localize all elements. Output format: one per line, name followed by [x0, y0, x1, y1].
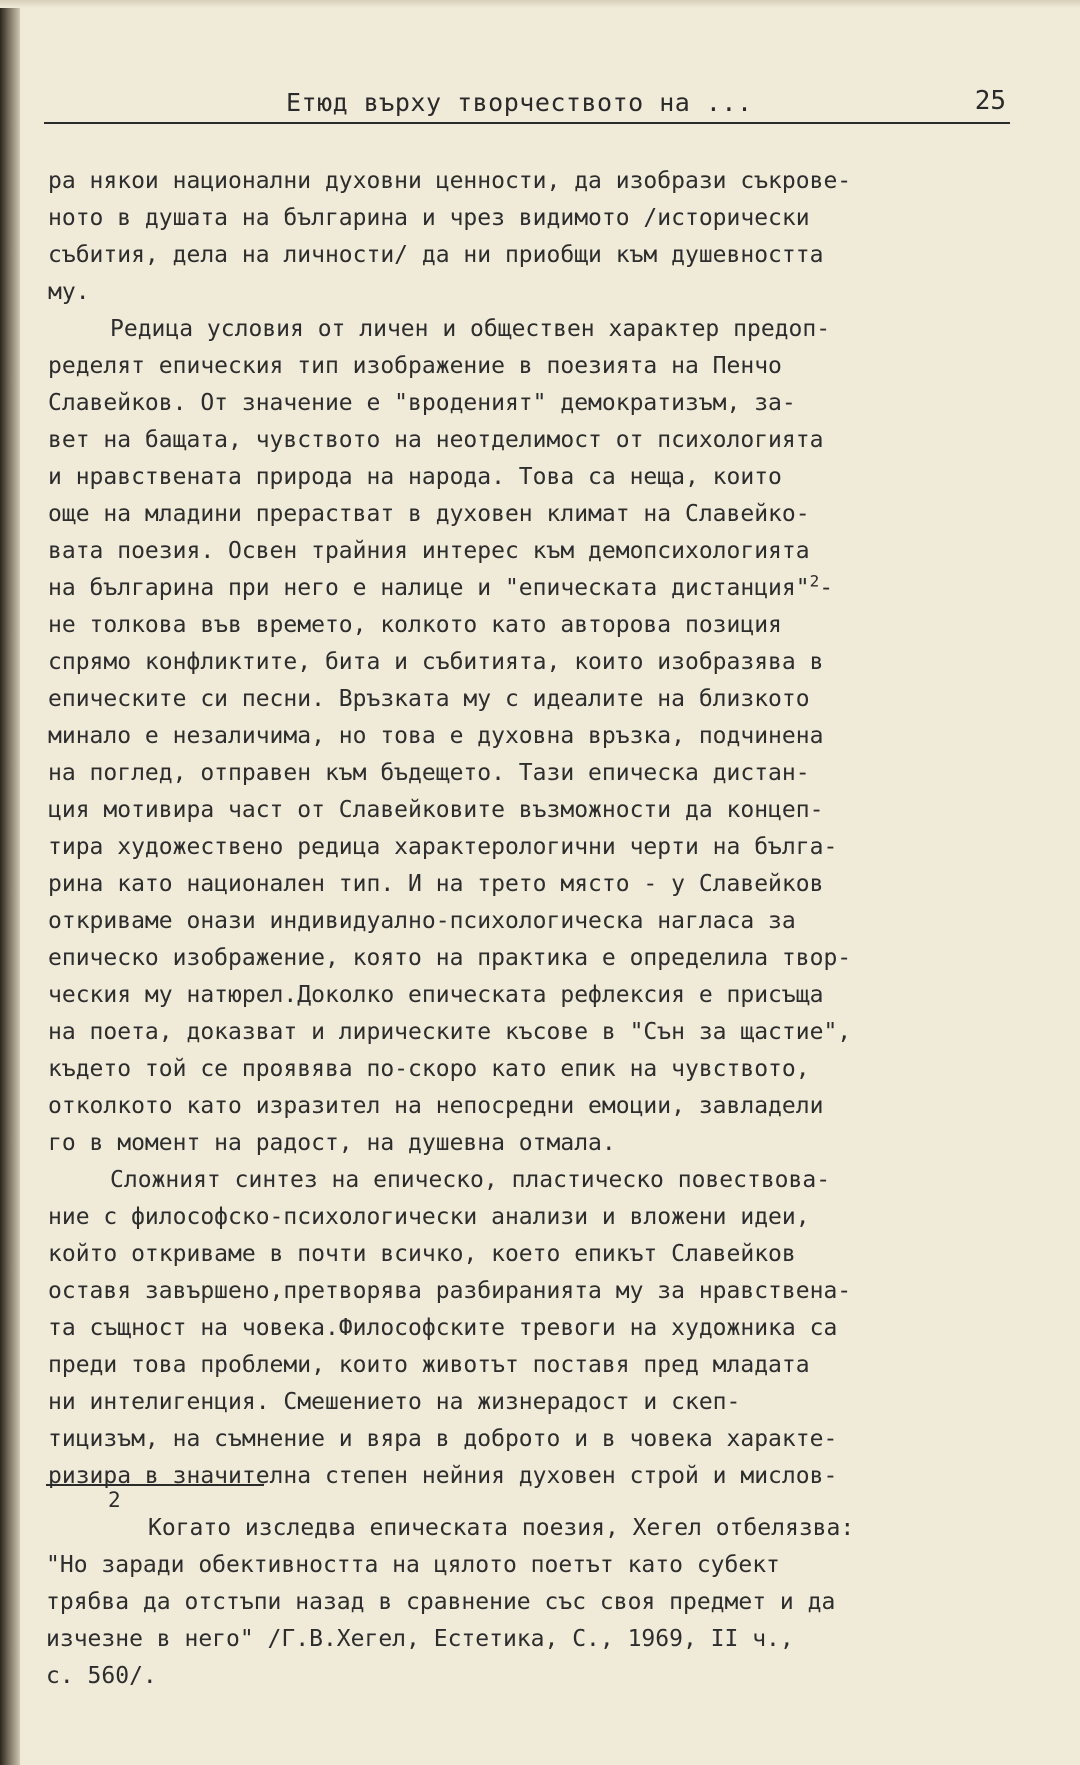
text-line: който откриваме в почти всичко, което епикът Славейков — [48, 1241, 796, 1267]
footnote-separator — [46, 1484, 264, 1486]
text-line: откриваме онази индивидуално-психологическа нагласа за — [48, 908, 796, 934]
body-text — [48, 163, 1028, 1495]
text-line: ризира в значителна степен нейния духовен строй и мислов- — [48, 1463, 838, 1489]
text-line: оставя завършено,претворява разбиранията му за нравствена- — [48, 1278, 852, 1304]
text-line: ческия му натюрел.Доколко епическата рефлексия е присъща — [48, 982, 824, 1008]
text-line: Славейков. От значение е "вроденият" демократизъм, за- — [48, 390, 796, 416]
text-line: епическите си песни. Връзката му с идеалите на близкото — [48, 686, 810, 712]
text-line: та същност на човека.Философските тревоги на художника са — [48, 1315, 838, 1341]
text-line: ние с философско-психологически анализи и вложени идеи, — [48, 1204, 810, 1230]
page-top-edge — [0, 0, 1080, 8]
text-line: вет на бащата, чувството на неотделимост от психологията — [48, 427, 824, 453]
paragraph-start-line: Редица условия от личен и обществен характер предоп- — [110, 316, 831, 342]
text-line: вата поезия. Освен трайния интерес към демопсихологията — [48, 538, 810, 564]
text-segment: на българина при него е налице и "епическата дистанция" — [48, 575, 810, 601]
text-line: минало е незаличима, но това е духовна връзка, подчинена — [48, 723, 824, 749]
page-number: 25 — [974, 86, 1006, 116]
running-header — [44, 86, 1010, 124]
text-line: ра някои национални духовни ценности, да изобрази съкрове- — [48, 168, 852, 194]
text-line: тира художествено редица характерологични черти на бълга- — [48, 834, 838, 860]
text-line: ределят епическия тип изображение в поезията на Пенчо — [48, 353, 782, 379]
text-line: на поета, доказват и лирическите късове в "Сън за щастие", — [48, 1019, 852, 1045]
text-line: още на младини прерастват в духовен климат на Славейко- — [48, 501, 810, 527]
line-dash: - — [819, 575, 834, 601]
text-line: го в момент на радост, на душевна отмала. — [48, 1130, 616, 1156]
running-title: Етюд върху творчеството на ... — [286, 88, 753, 117]
text-line: отколкото като изразител на непосредни емоции, завладели — [48, 1093, 824, 1119]
text-line: тицизъм, на съмнение и вяра в доброто и в човека характе- — [48, 1426, 838, 1452]
footnote-line: трябва да отстъпи назад в сравнение със своя предмет и да — [46, 1589, 836, 1615]
text-line: му. — [48, 279, 90, 305]
book-spine-shadow — [0, 0, 20, 1765]
text-line: ното в душата на българина и чрез видимото /исторически — [48, 205, 810, 231]
text-line: и нравствената природа на народа. Това са неща, които — [48, 464, 782, 490]
text-line: ция мотивира част от Славейковите възможности да концеп- — [48, 797, 824, 823]
footnote-line: Когато изследва епическата поезия, Хегел отбелязва: — [148, 1515, 855, 1541]
text-line: не толкова във времето, колкото като авторова позиция — [48, 612, 782, 638]
paragraph-start-line: Сложният синтез на епическо, пластическо повествова- — [110, 1167, 831, 1193]
footnote-marker: 2 — [108, 1488, 121, 1512]
footnote-line: "Но заради обективността на цялото поетът като субект — [46, 1552, 780, 1578]
text-line: преди това проблеми, които животът поставя пред младата — [48, 1352, 810, 1378]
footnote-line: с. 560/. — [46, 1663, 157, 1689]
footnote-line: изчезне в него" /Г.В.Хегел, Естетика, С., 1969, II ч., — [46, 1626, 794, 1652]
text-line: рина като национален тип. И на трето място - у Славейков — [48, 871, 824, 897]
text-line: епическо изображение, която на практика е определила твор- — [48, 945, 852, 971]
text-line: ни интелигенция. Смешението на жизнерадост и скеп- — [48, 1389, 741, 1415]
text-line: където той се проявява по-скоро като епик на чувството, — [48, 1056, 810, 1082]
footnote-text — [46, 1510, 1026, 1695]
text-line-with-footnote-ref — [48, 570, 1028, 607]
text-line: спрямо конфликтите, бита и събитията, които изобразява в — [48, 649, 824, 675]
text-line: на поглед, отправен към бъдещето. Тази епическа дистан- — [48, 760, 810, 786]
footnote-reference: 2 — [809, 571, 820, 591]
text-line: събития, дела на личности/ да ни приобщи към душевността — [48, 242, 824, 268]
